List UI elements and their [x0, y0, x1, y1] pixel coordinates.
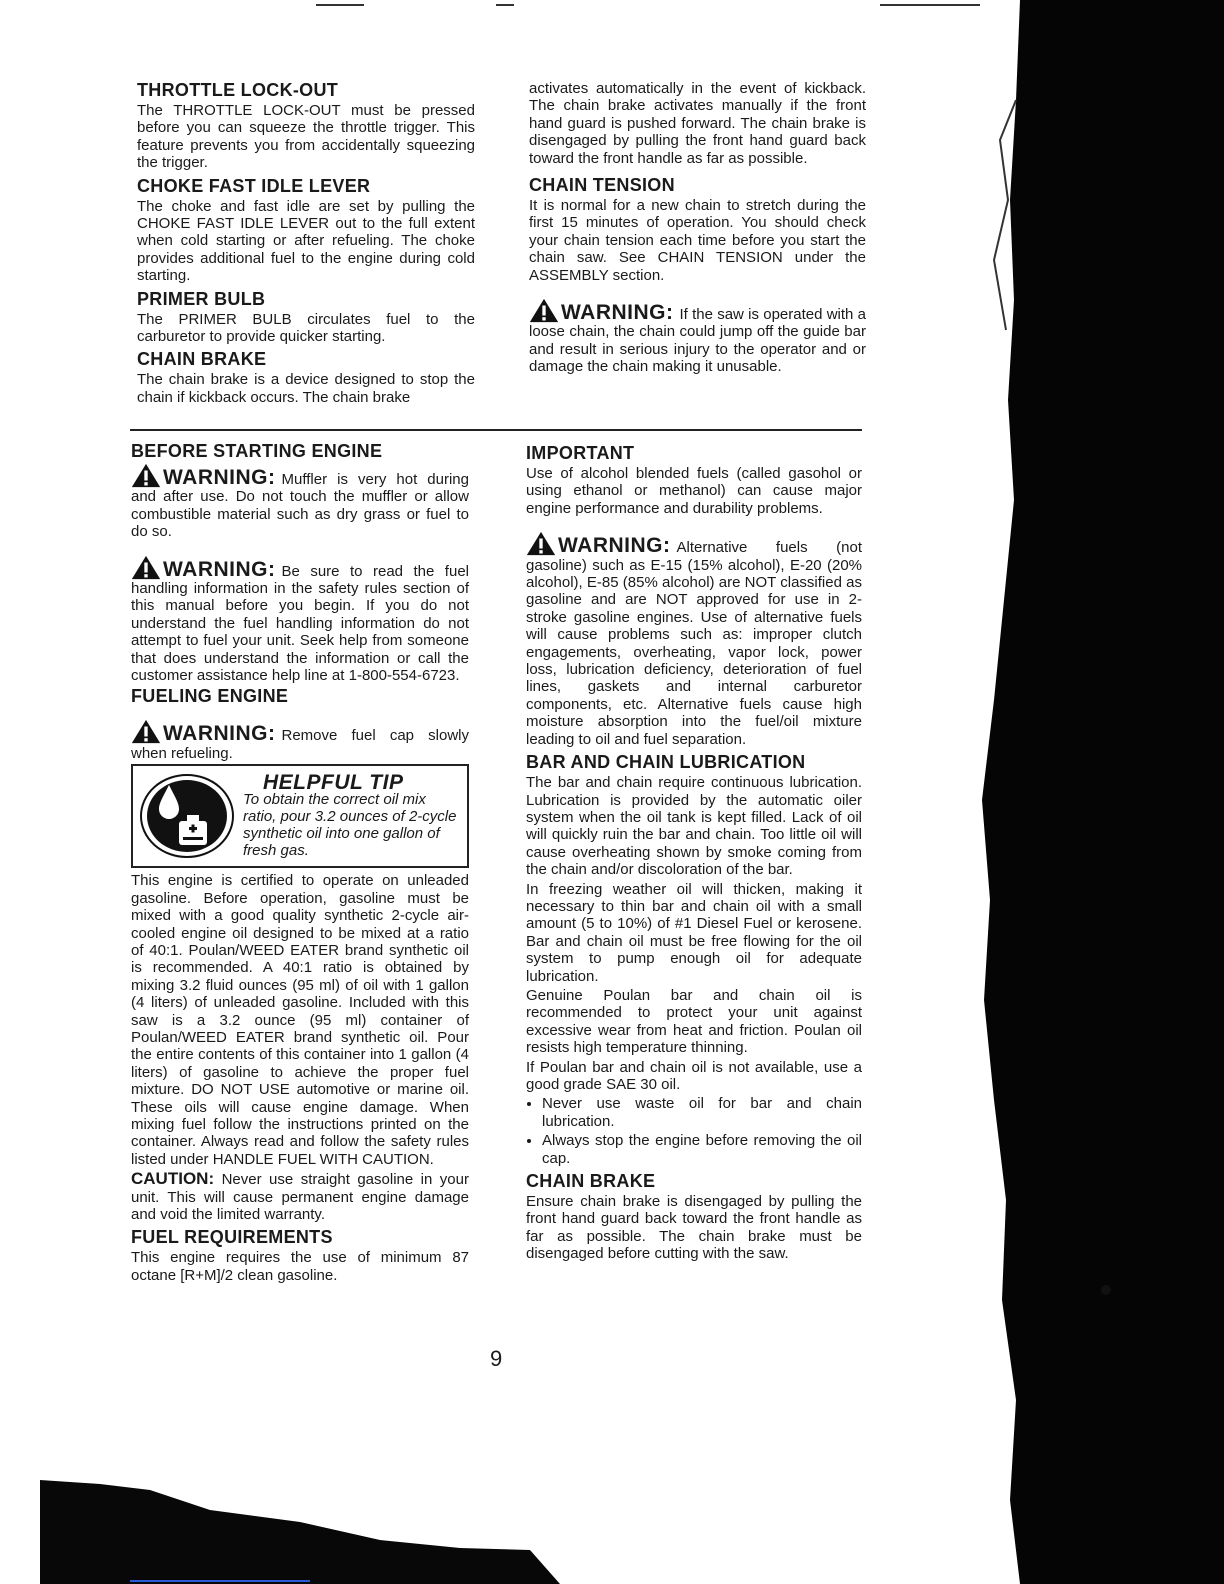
section-heading: FUELING ENGINE — [131, 686, 289, 707]
section-heading: BEFORE STARTING ENGINE — [131, 441, 383, 461]
caution-text: Never use straight gasoline in your unit. This will cause permanent engine damage and void the limited warranty. — [131, 1171, 469, 1223]
section-heading: CHAIN BRAKE — [137, 349, 267, 370]
helpful-tip-box — [131, 764, 469, 868]
warning-icon — [131, 719, 161, 744]
bullet-item: • Always stop the engine before removing the oil cap. — [542, 1132, 862, 1167]
right-bottom-column — [526, 439, 862, 1265]
left-bottom-column — [131, 437, 469, 1286]
warning-label: WARNING: — [163, 722, 276, 746]
section-heading: BAR AND CHAIN LUBRICATION — [526, 752, 806, 773]
warning-label: WARNING: — [163, 557, 276, 581]
warning-block — [131, 463, 469, 541]
section-text: The PRIMER BULB circulates fuel to the carburetor to provide quicker starting. — [137, 310, 475, 346]
oil-can-icon — [139, 773, 235, 859]
right-top-column — [529, 80, 866, 378]
chain-brake-continuation: activates automatically in the event of kickback. The chain brake activates manually if the front hand guard is pushed forward. The chain brake is disengaged by pulling the front hand guard back toward the front handle as far as possible. — [529, 80, 866, 167]
section-text: The choke and fast idle are set by pulling the CHOKE FAST IDLE LEVER out to the full extent when cold starting or after refueling. The choke provides additional fuel to the engine during cold starting. — [137, 197, 475, 285]
lubrication-bullets — [526, 1095, 862, 1167]
section-heading: CHAIN BRAKE — [526, 1171, 656, 1192]
lubrication-text: Genuine Poulan bar and chain oil is recommended to protect your unit against excessive wear from heat and friction. Poulan oil resists high temperature thinning. — [526, 986, 862, 1057]
warning-label: WARNING: — [163, 466, 276, 489]
tip-text-wrapper — [243, 770, 461, 859]
warning-icon — [131, 555, 161, 580]
section-heading: CHOKE FAST IDLE LEVER — [137, 175, 371, 196]
warning-label: WARNING: — [558, 534, 671, 558]
warning-icon — [526, 531, 556, 556]
section-heading: THROTTLE LOCK-OUT — [137, 80, 339, 100]
warning-text: If the saw is operated with a loose chain, the chain could jump off the guide bar and result in serious injury to the operator and or damage the chain making it unusable. — [529, 306, 866, 376]
page-number: 9 — [490, 1346, 503, 1371]
lubrication-text: The bar and chain require continuous lubrication. Lubrication is provided by the automatic oiler system when the oil tank is kept filled. Lack of oil will quickly ruin the bar and chain. Too little oil will cause overheating shown by smoke coming from the chain and/or discoloration of the bar. — [526, 774, 862, 879]
section-heading: CHAIN TENSION — [529, 175, 675, 196]
warning-text: Alternative fuels (not gasoline) such as E-15 (15% alcohol), E-20 (20% alcohol), E-85 (85% alcohol) are NOT classified as gasoline and are NOT approved for use in 2-stroke gasoline engines. Use of alternative fuels will cause problems such as: improper clutch engagements, overheating, vapor lock, power loss, lubrication deficiency, deterioration of fuel lines, gaskets and internal carburetor components, etc. Alternative fuels cause high moisture absorption into the fuel/oil mixture leading to oil and fuel separation. — [526, 539, 862, 748]
warning-block — [529, 298, 866, 376]
warning-block — [526, 531, 862, 748]
top-edge-line — [880, 4, 980, 6]
fuel-requirements-text: This engine requires the use of minimum 87 octane [R+M]/2 clean gasoline. — [131, 1249, 469, 1284]
top-edge-line — [496, 4, 514, 6]
section-divider — [130, 429, 862, 431]
scan-edge-shadow-bottom — [40, 1470, 560, 1584]
top-edge-line — [316, 4, 364, 6]
warning-label: WARNING: — [561, 301, 674, 325]
lubrication-text: In freezing weather oil will thicken, making it necessary to thin bar and chain oil with a small amount (5 to 10%) of #1 Diesel Fuel or kerosene. Bar and chain oil must be free flowing for the oil system to pump enough oil for adequate lubrication. — [526, 880, 862, 985]
chain-tension-text: It is normal for a new chain to stretch during the first 15 minutes of operation. You should check your chain tension each time before you start the chain saw. See CHAIN TENSION under the ASSEMBLY section. — [529, 197, 866, 284]
warning-text: Remove fuel cap slowly when refueling. — [131, 727, 469, 762]
section-heading: IMPORTANT — [526, 443, 635, 463]
section-text: The THROTTLE LOCK-OUT must be pressed before you can squeeze the throttle trigger. This feature prevents you from accidentally squeezing the trigger. — [137, 102, 475, 172]
bullet-item: • Never use waste oil for bar and chain lubrication. — [542, 1095, 862, 1130]
section-heading: FUEL REQUIREMENTS — [131, 1227, 333, 1248]
chain-brake-text: Ensure chain brake is disengaged by pulling the front hand guard back toward the front handle as far as possible. The chain brake must be disengaged before cutting with the saw. — [526, 1193, 862, 1263]
warning-text: Muffler is very hot during and after use. Do not touch the muffler or allow combustible material such as dry grass or fuel to do so. — [131, 471, 469, 541]
caution-block — [131, 1170, 469, 1223]
warning-block — [131, 555, 469, 685]
important-text: Use of alcohol blended fuels (called gasohol or using ethanol or methanol) can cause major engine performance and durability problems. — [526, 465, 862, 517]
warning-block — [131, 719, 469, 762]
warning-icon — [529, 298, 559, 323]
tip-title: HELPFUL TIP — [263, 770, 404, 794]
left-top-column — [137, 76, 475, 408]
fuel-text: This engine is certified to operate on unleaded gasoline. Before operation, gasoline must be mixed with a good quality synthetic 2-cycle air-cooled engine oil designed to be mixed at a ratio of 40:1. Poulan/WEED EATER brand synthetic oil is recommended. A 40:1 ratio is obtained by mixing 3.2 fluid ounces (95 ml) of oil with 1 gallon (4 liters) of unleaded gasoline. Included with this saw is a 3.2 ounce (95 ml) container of Poulan/WEED EATER brand synthetic oil. Pour the entire contents of this container into 1 gallon (4 liters) of gasoline to achieve the proper fuel mixture. DO NOT USE automotive or marine oil. These oils will cause engine damage. When mixing fuel follow the instructions printed on the container. Always read and follow the safety rules listed under HANDLE FUEL WITH CAUTION. — [131, 872, 469, 1168]
section-heading: PRIMER BULB — [137, 288, 266, 309]
warning-icon — [131, 463, 161, 488]
tip-body: To obtain the correct oil mix ratio, pour 3.2 ounces of 2-cycle synthetic oil into one gallon of fresh gas. — [243, 790, 457, 859]
caution-label: CAUTION: — [131, 1169, 215, 1189]
warning-text: Be sure to read the fuel handling information in the safety rules section of this manual before you begin. If you do not understand the fuel handling information do not attempt to fuel your unit. Seek help from someone that does understand the information or call the customer assistance help line at 1-800-554-6723. — [131, 562, 469, 685]
scan-edge-shadow-right — [980, 0, 1224, 1584]
lubrication-text: If Poulan bar and chain oil is not available, use a good grade SAE 30 oil. — [526, 1058, 862, 1093]
section-text: The chain brake is a device designed to stop the chain if kickback occurs. The chain brake — [137, 371, 475, 406]
